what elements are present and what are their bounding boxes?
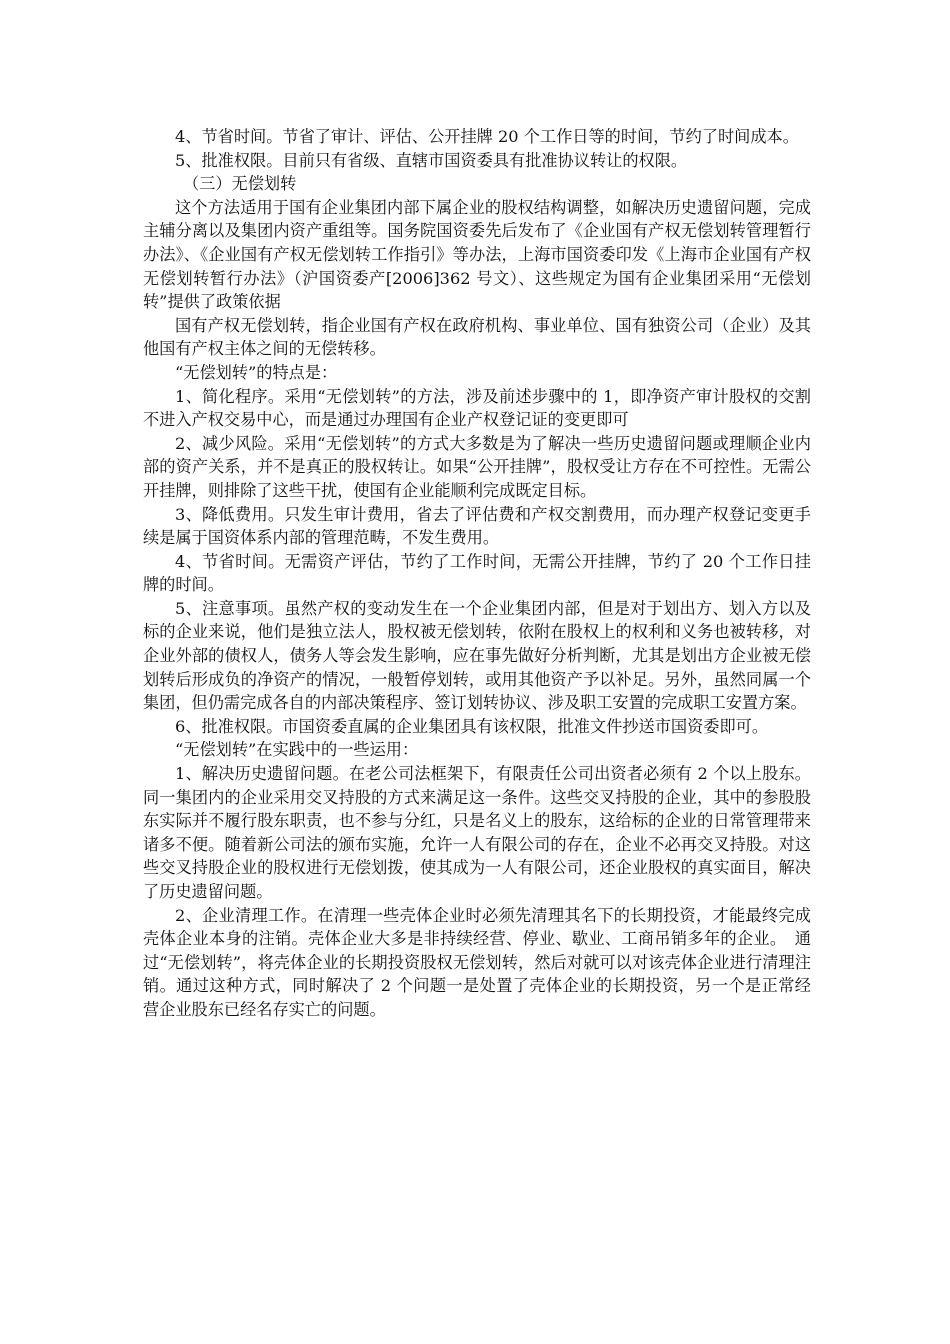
paragraph: “无偿划转”在实践中的一些运用： bbox=[175, 740, 419, 760]
paragraph: 4、节省时间。无需资产评估，节约了工作时间，无需公开挂牌，节约了 20 个工作日挂牌的时间。 bbox=[143, 551, 811, 595]
paragraph: 国有产权无偿划转，指企业国有产权在政府机构、事业单位、国有独资公司（企业）及其他国有产权主体之间的无偿转移。 bbox=[143, 315, 811, 359]
paragraph: 这个方法适用于国有企业集团内部下属企业的股权结构调整，如解决历史遗留问题，完成主辅分离以及集团内资产重组等。国务院国资委先后发布了《企业国有产权无偿划转管理暂行办法》、《企业国有产权无偿划转工作指引》等办法，上海市国资委印发《上海市企业国有产权无偿划转暂行办法》（沪国资委产[2006]362 号文）、这些规定为国有企业集团采用“无偿划转”提供了政策依据 bbox=[143, 197, 811, 312]
paragraph: 2、减少风险。采用“无偿划转”的方式大多数是为了解决一些历史遗留问题或理顺企业内部的资产关系，并不是真正的股权转让。如果“公开挂牌”，股权受让方存在不可控性。无需公开挂牌，则排除了这些干扰，使国有企业能顺利完成既定目标。 bbox=[143, 433, 811, 500]
paragraph: “无偿划转”的特点是： bbox=[175, 362, 338, 382]
paragraph: 6、批准权限。市国资委直属的企业集团具有该权限，批准文件抄送市国资委即可。 bbox=[175, 716, 769, 736]
paragraph: 1、简化程序。采用“无偿划转”的方法，涉及前述步骤中的 1，即净资产审计股权的交割不进入产权交易中心，而是通过办理国有企业产权登记证的变更即可 bbox=[143, 386, 811, 430]
paragraph: 3、降低费用。只发生审计费用，省去了评估费和产权交割费用，而办理产权登记变更手续是属于国资体系内部的管理范畴，不发生费用。 bbox=[143, 504, 811, 548]
paragraph: 2、企业清理工作。在清理一些壳体企业时必须先清理其名下的长期投资，才能最终完成壳体企业本身的注销。壳体企业大多是非持续经营、停业、歇业、工商吊销多年的企业。 通过“无偿划转”，将壳体企业的长期投资股权无偿划转，然后对就可以对该壳体企业进行清理注销。通过这种方式，同时解决了 2 个问题一是处置了壳体企业的长期投资，另一个是正常经营企业股东已经名存实亡的问题。 bbox=[143, 905, 811, 1019]
section-heading: （三）无偿划转 bbox=[183, 174, 297, 194]
paragraph: 1、解决历史遗留问题。在老公司法框架下，有限责任公司出资者必须有 2 个以上股东。同一集团内的企业采用交叉持股的方式来满足这一条件。这些交叉持股的企业，其中的参股股东实际并不履行股东职责，也不参与分红，只是名义上的股东，这给标的企业的日常管理带来诸多不便。随着新公司法的颁布实施，允许一人有限公司的存在，企业不必再交叉持股。对这些交叉持股企业的股权进行无偿划拨，使其成为一人有限公司，还企业股权的真实面目，解决了历史遗留问题。 bbox=[143, 764, 811, 901]
paragraph: 4、节省时间。节省了审计、评估、公开挂牌 20 个工作日等的时间，节约了时间成本。 bbox=[175, 127, 799, 146]
document-body bbox=[143, 125, 811, 1022]
paragraph: 5、注意事项。虽然产权的变动发生在一个企业集团内部，但是对于划出方、划入方以及标的企业来说，他们是独立法人，股权被无偿划转，依附在股权上的权利和义务也被转移，对企业外部的债权人，债务人等会发生影响，应在事先做好分析判断，尤其是划出方企业被无偿划转后形成负的净资产的情况，一般暂停划转，或用其他资产予以补足。另外，虽然同属一个集团，但仍需完成各自的内部决策程序、签订划转协议、涉及职工安置的完成职工安置方案。 bbox=[143, 598, 811, 713]
paragraph: 5、批准权限。目前只有省级、直辖市国资委具有批准协议转让的权限。 bbox=[175, 150, 688, 170]
